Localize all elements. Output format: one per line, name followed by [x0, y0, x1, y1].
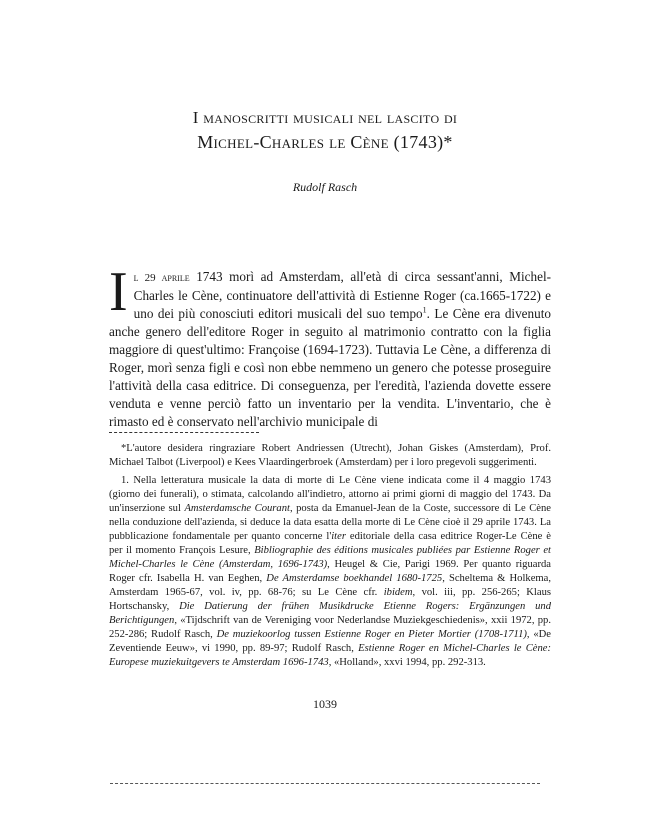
fn-italic: ibidem	[383, 587, 413, 598]
author-name: Rudolf Rasch	[292, 180, 358, 194]
fn-italic: Estienne Roger en Michel-Charles le Cène: Europese muziekuitgevers te Amsterdam 1696-1743	[109, 643, 551, 668]
fn-text: , «De Zeventiende Eeuw», vi 1990, pp. 89-97; Rudolf Rasch,	[109, 629, 552, 654]
fn-italic: Amsterdamsche Courant	[184, 503, 290, 514]
fn-text: , vol. iii, pp. 256-265; Klaus Hortschansky,	[109, 587, 551, 612]
article-title-line1: I manoscritti musicali nel lascito di	[192, 108, 458, 127]
footnote-star: *L'autore desidera ringraziare Robert Andriessen (Utrecht), Johan Giskes (Amsterdam), Prof. Michael Talbot (Liverpool) e Kees Vlaardingerbroek (Amsterdam) per i loro pregevoli suggerimenti.	[109, 443, 551, 468]
scan-edge-marks	[110, 783, 540, 784]
article-title-line2: Michel-Charles le Cène (1743)*	[197, 132, 453, 152]
fn-text: , «Holland», xxvi 1994, pp. 292-313.	[328, 657, 486, 668]
opening-smallcaps: l 29 aprile	[133, 272, 190, 284]
page-number: 1039	[313, 697, 337, 711]
fn-text: , Heugel & Cie, Parigi 1969. Per quanto riguarda Roger cfr. Isabella H. van Eeghen,	[109, 559, 551, 584]
body-paragraph	[109, 261, 551, 431]
fn-italic: De Amsterdamse boekhandel 1680-1725	[266, 573, 443, 584]
fn-italic: iter	[331, 531, 346, 542]
fn-text: , Scheltema & Holkema, Amsterdam 1965-67, vol. iv, pp. 68-76; su Le Cène cfr.	[109, 573, 552, 598]
fn-text: , posta da Emanuel-Jean de la Coste, successore di Le Cène nella conduzione dell'azienda, si deduce la data esatta della morte di Le Cène cioè il 29 aprile 1743. La pubblicazione fondamentale per quanto concerne l'	[109, 503, 552, 542]
footnote-separator	[109, 432, 259, 433]
footnotes	[109, 442, 551, 674]
footnote-1	[109, 474, 551, 670]
fn-italic: Die Datierung der frühen Musikdrucke Etienne Rogers: Ergänzungen und Berichtigungen	[109, 601, 551, 626]
body-text-part1: 1743 morì ad Amsterdam, all'età di circa sessant'anni, Michel-Charles le Cène, continuatore dell'attività di Estienne Roger (ca.1665-1722) e uno dei più conosciuti editori musicali del suo tempo	[133, 269, 551, 321]
fn-italic: De muziekoorlog tussen Estienne Roger en Pieter Mortier (1708-1711)	[216, 629, 527, 640]
fn-italic: Bibliographie des éditions musicales publiées par Estienne Roger et Michel-Charles le Cène (Amsterdam, 1696-1743)	[109, 545, 551, 570]
drop-cap: I	[109, 261, 128, 323]
fn-text: 1. Nella letteratura musicale la data di morte di Le Cène viene indicata come il 4 maggio 1743 (giorno dei funerali), o stimata, calcolando all'indietro, attorno ai primi giorni di maggio del 1743. Da un'inserzione sul	[109, 475, 551, 514]
fn-text: , «Tijdschrift van de Vereniging voor Nederlandse Muziekgeschiedenis», xxii 1972, pp. 252-286; Rudolf Rasch,	[109, 615, 551, 640]
body-text-part2: . Le Cène era divenuto anche genero dell'editore Roger in seguito al matrimonio contratto con la figlia maggiore di quest'ultimo: Françoise (1694-1723). Tuttavia Le Cène, a differenza di Roger, morì senza figli e così non ebbe nemmeno un genero che potesse proseguire l'attività della casa editrice. Di conseguenza, per l'eredità, l'azienda dovette essere venduta e venne perciò fatto un inventario per la vendita. L'inventario, che è rimasto ed è conservato nell'archivio municipale di	[109, 306, 551, 429]
footnote-ref-1: 1	[422, 305, 427, 315]
fn-text: editoriale della casa editrice Roger-Le Cène è per il momento François Lesure,	[109, 531, 551, 556]
